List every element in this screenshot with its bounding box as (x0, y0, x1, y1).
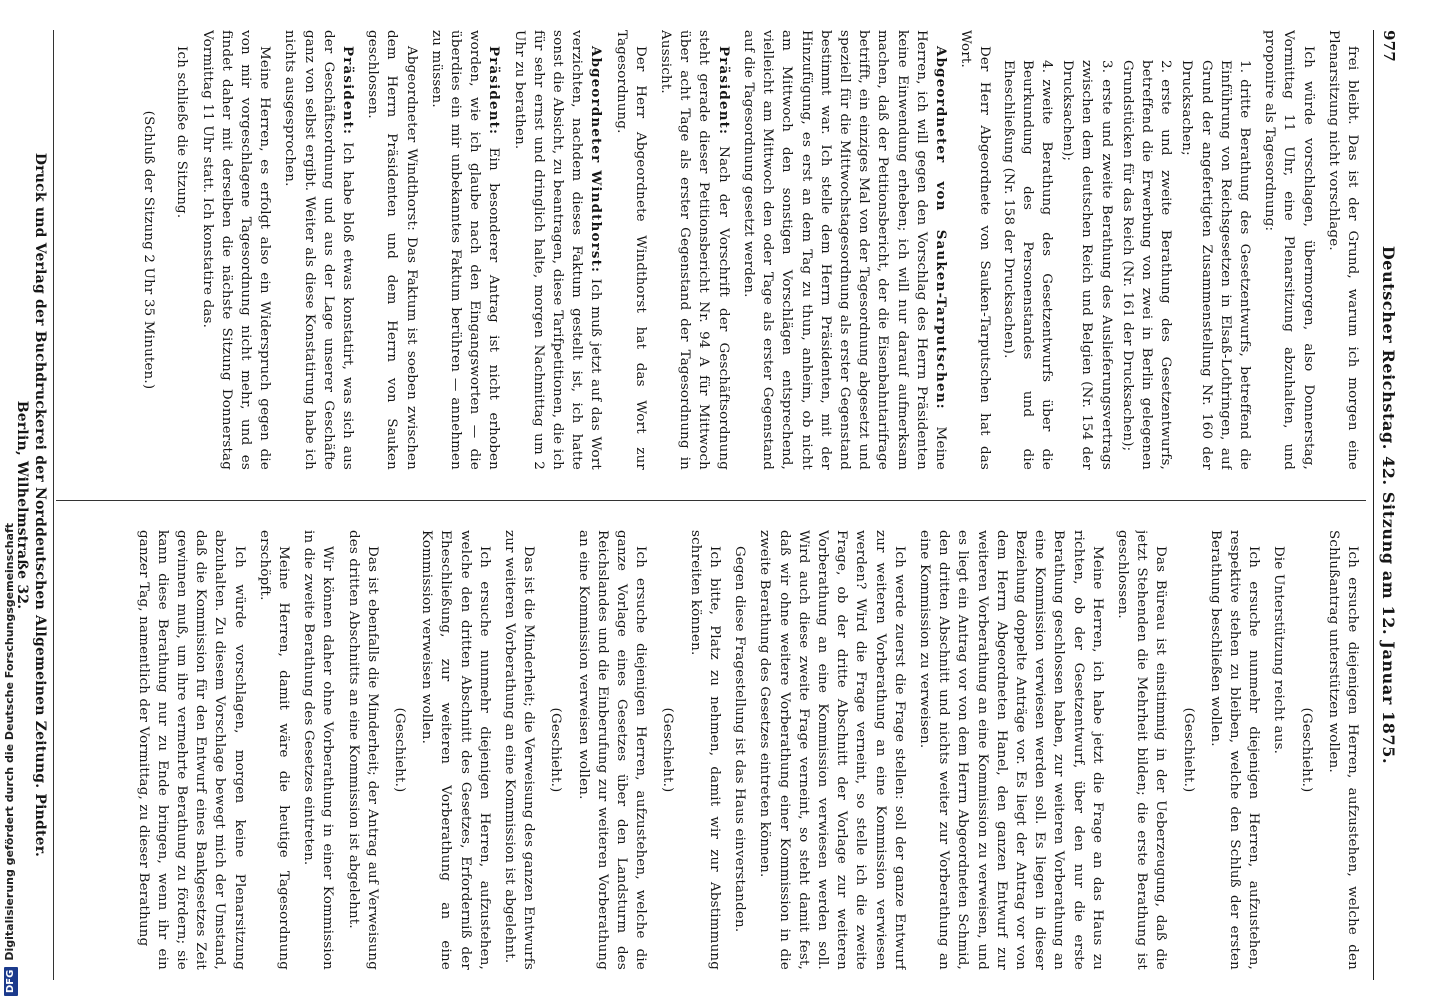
paragraph-text: Ich ersuche nunmehr diejenigen Herren, aufzustehen, respektive stehen zu bleiben, welche den Schluß der ersten Berathung beschließen wollen. (1207, 530, 1262, 970)
paragraph-text: Ich würde vorschlagen, morgen keine Plenarsitzung abzuhalten. Zu diesem Vorschlage bewegt mich der Umstand, daß die Kommission für den Entwurf eines Bankgesetzes Zeit gewinnen muß, um ihre vermehrte Berathung zu fördern; sie kann diese Berathung nur zu Ende bringen, wenn ihr ein ganzer Tag, namentlich der Vormittag, zu dieser Berathung (135, 530, 247, 970)
paragraph (280, 30, 357, 470)
paragraph (573, 530, 650, 970)
paragraph (1113, 530, 1171, 970)
paragraph (500, 530, 538, 970)
paragraph (417, 530, 494, 970)
paragraph-text: Ein besonderer Antrag ist nicht erhoben worden, wie ich glaube nach den Eingangsworten — die überdies ein mir unbekanntes Faktum berühren — annehmen zu müssen. (428, 30, 502, 470)
paragraph (1324, 530, 1362, 970)
paragraph (755, 530, 909, 970)
column-left (62, 30, 1362, 470)
paragraph-text: Meine Herren, damit wäre die heutige Tagesordnung erschöpft. (256, 530, 292, 970)
running-header (1373, 30, 1400, 980)
paragraph (739, 30, 950, 470)
agenda-item-number: 4. (1038, 60, 1054, 74)
stage-direction: (Geschieht.) (1180, 707, 1196, 793)
paragraph (686, 530, 724, 970)
paragraph (1206, 530, 1264, 970)
paragraph-text: Der Herr Abgeordnete Windthorst hat das Wort zur Tagesordnung. (613, 30, 648, 470)
stage-direction: (Geschieht.) (1298, 707, 1314, 793)
paragraph (656, 30, 733, 470)
agenda-item-text: erste und zweite Berathung des Gesetzentwurfs, betreffend die Erwerbung von zwei in Berlin gelegenen Grundstücken für das Reich (Nr. 161 der Drucksachen); (1119, 60, 1174, 470)
column-right (62, 530, 1362, 970)
paragraph-text: Ich ersuche diejenigen Herren, aufzustehen, welche die ganze Vorlage eines Gesetzes über den Landsturm des Reichslandes und die Einberufung zur weiteren Vorberathung an eine Kommission verweisen wollen. (575, 530, 649, 970)
paragraph-text: Abgeordneter Windthorst: Das Faktum ist soeben zwischen dem Herrn Präsidenten und dem Herrn von Sauken geschlossen. (365, 30, 419, 470)
paragraph (299, 530, 337, 970)
paragraph-text: Die Unterstützung reicht aus. (1271, 546, 1287, 755)
speaker-name: Abgeordneter Windthorst: (588, 46, 605, 274)
paragraph-text: Ich ersuche nunmehr diejenigen Herren, aufzustehen, welche den dritten Abschnitt des Gesetzes, Erforderniß der Eheschließung, zur weiteren Vorberathung an eine Kommission verweisen wollen. (419, 530, 492, 970)
agenda-item-number: 1. (1236, 60, 1252, 74)
stage-direction: (Geschieht.) (392, 707, 408, 793)
paragraph (915, 530, 1107, 970)
imprint-line-1: Druck und Verlag der Buchdruckerei der Norddeutschen Allgemeinen Zeitung. Pindter. (32, 152, 48, 858)
stage-direction: (Geschieht.) (548, 707, 564, 793)
paragraph (363, 30, 421, 470)
left_column-agenda-list (998, 30, 1254, 470)
agenda-item-text: zweite Berathung des Gesetzentwurfs über die Beurkundung des Personenstandes und die Eheschließung (Nr. 158 der Drucksachen). (1000, 60, 1054, 470)
paragraph-text: Ich muß jetzt auf das Wort verzichten, nachdem dieses Faktum gestellt ist, ich hatte sonst die Absicht, zu beantragen, diese Tarifpetitionen, die ich für sehr ernst und dringlich halte, morgen Nachmittag um 2 Uhr zu berathen. (511, 30, 604, 470)
paragraph-text: Wir können daher ohne Vorberathung in einer Kommission in die zweite Berathung des Gesetzes eintreten. (301, 530, 336, 970)
paragraph (1324, 30, 1362, 470)
paragraph-text: Gegen diese Fragestellung ist das Haus einverstanden. (732, 546, 748, 933)
paragraph-text: Ich schließe die Sitzung. (174, 46, 190, 219)
paragraph-text: Der Herr Abgeordnete von Sauken-Tarputschen hat das Wort. (958, 30, 993, 470)
paragraph-text: frei bleibt. Das ist der Grund, warum ich morgen eine Plenarsitzung nicht vorschlage. (1325, 30, 1360, 470)
paragraph (611, 30, 649, 470)
agenda-item (1118, 60, 1176, 470)
agenda-item (1058, 60, 1116, 470)
credit-text: Digitalisierung gefördert durch die Deutsche Forschungsgemeinschaft (3, 522, 16, 961)
agenda-item-number: 3. (1098, 60, 1114, 74)
paragraph (255, 530, 293, 970)
speaker-name: Präsident: (486, 46, 503, 136)
imprint-line-2: Berlin, Wilhelmstraße 32. (14, 400, 30, 610)
page-number: 977 (1380, 30, 1398, 62)
paragraph-text: Das Büreau ist einstimmig in der Ueberzeugung, daß die jetzt Stehenden die Mehrheit bilden; die erste Berathung ist geschlossen. (1114, 530, 1169, 970)
paragraph-text: Meine Herren, es erfolgt also ein Widerspruch gegen die von mir vorgeschlagene Tagesordnung nicht mehr, und es findet daher mit derselben die nächste Sitzung Donnerstag Vormittag 11 Uhr statt. Ich konstatire das. (199, 30, 273, 470)
session-close-note: (Schluß der Sitzung 2 Uhr 35 Minuten.) (141, 110, 157, 390)
agenda-item (998, 60, 1056, 470)
speaker-name: Abgeordneter von Sauken-Tarputschen: (932, 46, 949, 410)
paragraph (1260, 30, 1318, 470)
stage-direction: (Geschieht.) (660, 707, 676, 793)
paragraph-text: Das ist die Minderheit; die Verweisung des ganzen Entwurfs zur weiteren Vorberathung an eine Kommission ist abgelehnt. (502, 530, 537, 970)
paragraph-text: Ich bitte, Platz zu nehmen, damit wir zur Abstimmung schreiten können. (687, 530, 722, 970)
agenda-item-text: erste und zweite Berathung des Auslieferungsvertrags zwischen dem deutschen Reich und Belgien (Nr. 154 der Drucksachen); (1060, 60, 1114, 470)
paragraph-text: Ich ersuche diejenigen Herren, aufzustehen, welche den Schlußantrag unterstützen wollen. (1325, 530, 1360, 970)
paragraph-text: Meine Herren, ich will gegen den Vorschlag des Herrn Präsidenten keine Einwendung erheben; ich will nur darauf aufmerksam machen, daß der Petitionsbericht, der die Eisenbahntarifrage betrifft, ein einziges Mal von der Tagesordnung abgesetzt und speziell für die Mittwochstagesordnung als erster Gegenstand bestimmt war. Ich stelle dem Herrn Präsidenten, mit der Hinzufügung, es erst an dem Tag zu thun, anheim, ob nicht am Mittwoch den sonstigen Vorschlägen entsprechend, vielleicht am Mittwoch den oder Tage als erster Gegenstand auf die Tagesordnung gesetzt werden. (740, 30, 948, 470)
paragraph (1269, 530, 1288, 970)
paragraph-text: Nach der Vorschrift der Geschäftsordnung steht gerade dieser Petitionsbericht Nr. 94 A für Mittwoch über acht Tage als erster Gegenstand der Tagesordnung in Aussicht. (658, 30, 731, 470)
dfg-logo: DFG (4, 967, 18, 996)
paragraph (956, 30, 994, 470)
paragraph (427, 30, 504, 470)
paragraph (730, 530, 749, 970)
agenda-item-text: dritte Berathung des Gesetzentwurfs, betreffend die Einführung von Reichsgesetzen in Elsaß-Lothringen, auf Grund der angefertigten Zusammenstellung Nr. 160 der Drucksachen; (1179, 60, 1252, 470)
paragraph (197, 30, 274, 470)
paragraph-text: Ich würde vorschlagen, übermorgen, also Donnerstag, Vormittag 11 Uhr, eine Plenarsitzung abzuhalten, und proponire als Tagesordnung: (1262, 30, 1316, 470)
column-divider (56, 500, 1366, 501)
paragraph-text: Meine Herren, ich habe jetzt die Frage an das Haus zu richten, ob der Gesetzentwurf, über den nur die erste Berathung geschlossen haben, zur weiteren Vorberathung an eine Kommission verwiesen werden soll. Es liegen in dieser Beziehung doppelte Anträge vor. Es liegt der Antrag vor von dem Herrn Abgeordneten Hanel, den ganzen Entwurf zur weiteren Vorberathung an eine Kommission zu verweisen, und es liegt ein Antrag vor von dem Herrn Abgeordneten Schmid, den dritten Abschnitt und nichts weiter zur Vorberathung an eine Kommission zu verweisen. (916, 530, 1105, 970)
paragraph (509, 30, 605, 470)
paragraph-text: Ich habe bloß etwas konstatirt, was sich aus der Geschäftsordnung und aus der Lage unserer Geschäfte ganz von selbst ergibt. Weiter als diese Konstatirung habe ich nichts ausgesprochen. (282, 30, 356, 470)
digitization-credit (0, 0, 20, 1000)
paragraph-text: Ich werde zuerst die Frage stellen: soll der ganze Entwurf zur weiteren Vorberathung an eine Kommission verwiesen werden? Wird die Frage verneint, so stelle ich die zweite Frage, ob der dritte Abschnitt der Vorlage zur weiteren Vorberathung an eine Kommission verwiesen werden soll. Wird auch diese zweite Frage verneint, so steht damit fest, daß wir ohne weitere Vorberathung einer Kommission in die zweite Berathung des Gesetzes eintreten können. (757, 530, 907, 970)
paragraph-text: Das ist ebenfalls die Minderheit; der Antrag auf Verweisung des dritten Abschnitts an eine Kommission ist abgelehnt. (345, 530, 380, 970)
paragraph (133, 530, 248, 970)
paragraph (172, 30, 191, 470)
paragraph (343, 530, 381, 970)
speaker-name: Präsident: (715, 46, 732, 136)
agenda-item (1177, 60, 1254, 470)
running-title: Deutscher Reichstag. 42. Sitzung am 12. Januar 1875. (1379, 245, 1398, 765)
speaker-name: Präsident: (340, 46, 357, 136)
agenda-item-number: 2. (1158, 60, 1174, 74)
